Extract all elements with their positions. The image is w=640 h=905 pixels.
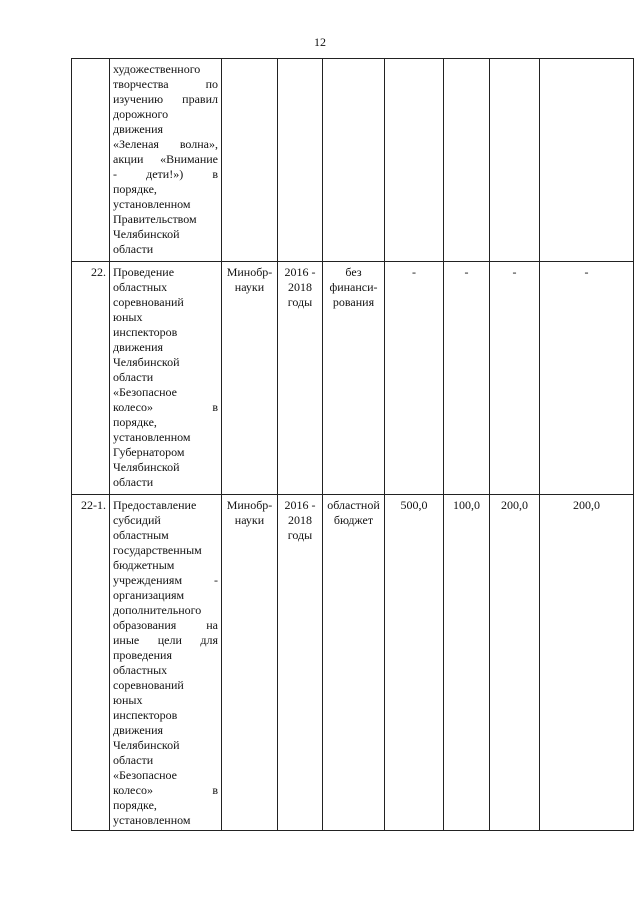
text-line: «Зеленая волна», (113, 137, 218, 151)
text-line: проведения (113, 648, 172, 662)
text-line: установленном (113, 197, 191, 211)
amount-2018 (540, 59, 634, 262)
amount-2017: - (490, 262, 540, 495)
funding-source (323, 495, 385, 831)
funding-source (323, 262, 385, 495)
text-line: «Безопасное (113, 385, 178, 399)
activity-name (110, 262, 222, 495)
text-line: Минобр- (226, 498, 273, 512)
text-line: Правительством (113, 212, 197, 226)
text-line: порядке, (113, 182, 157, 196)
text-line: соревнований (113, 678, 184, 692)
text-line: образования на (113, 618, 218, 632)
text-line: бюджет (333, 513, 374, 527)
text-line: Челябинской (113, 355, 180, 369)
text-line: порядке, (113, 415, 157, 429)
text-line: дополнительного (113, 603, 202, 617)
text-line: Минобр- (226, 265, 273, 279)
amount-2017 (490, 59, 540, 262)
table-row (72, 262, 634, 495)
text-line: Челябинской (113, 460, 180, 474)
executor (222, 495, 278, 831)
text-line: науки (234, 513, 265, 527)
text-line: учреждениям - (113, 573, 218, 587)
row-number: 22. (72, 262, 110, 495)
text-line: областных (113, 280, 168, 294)
amount-total: - (385, 262, 444, 495)
text-line: 2018 (288, 280, 312, 294)
text-line: художественного (113, 62, 201, 76)
amount-2018: 200,0 (540, 495, 634, 831)
text-line: годы (287, 528, 313, 542)
amount-2016: - (444, 262, 490, 495)
text-line: областных (113, 663, 168, 677)
text-line: инспекторов (113, 708, 178, 722)
amount-2018: - (540, 262, 634, 495)
text-line: юных (113, 693, 143, 707)
text-line: движения (113, 340, 164, 354)
term (278, 495, 323, 831)
text-line: колесо» в (113, 783, 218, 797)
text-line: Предоставление (113, 498, 197, 512)
text-line: годы (287, 295, 313, 309)
text-line: Челябинской (113, 738, 180, 752)
text-line: «Безопасное (113, 768, 178, 782)
text-line: организациям (113, 588, 185, 602)
amount-total: 500,0 (385, 495, 444, 831)
text-line: творчества по (113, 77, 218, 91)
text-line: субсидий (113, 513, 161, 527)
text-line: Губернатором (113, 445, 185, 459)
text-line: Проведение (113, 265, 175, 279)
text-line: науки (234, 280, 265, 294)
text-line: движения (113, 122, 164, 136)
amount-total (385, 59, 444, 262)
text-line: дорожного (113, 107, 169, 121)
text-line: области (113, 242, 154, 256)
text-line: 2016 - (284, 265, 316, 279)
text-line: иные цели для (113, 633, 218, 647)
text-line: юных (113, 310, 143, 324)
text-line: рования (332, 295, 375, 309)
text-line: области (113, 475, 154, 489)
text-line: движения (113, 723, 164, 737)
amount-2016: 100,0 (444, 495, 490, 831)
text-line: 2016 - (284, 498, 316, 512)
executor (222, 262, 278, 495)
text-line: 2018 (288, 513, 312, 527)
text-line: областным (113, 528, 169, 542)
text-line: финанси- (329, 280, 378, 294)
text-line: изучению правил (113, 92, 218, 106)
text-line: областной (327, 498, 380, 512)
text-line: инспекторов (113, 325, 178, 339)
table-row (72, 495, 634, 831)
amount-2016 (444, 59, 490, 262)
term (278, 262, 323, 495)
activity-name (110, 495, 222, 831)
row-number (72, 59, 110, 262)
text-line: - дети!») в (113, 167, 218, 181)
text-line: государственным (113, 543, 202, 557)
text-line: бюджетным (113, 558, 175, 572)
row-number: 22-1. (72, 495, 110, 831)
text-line: порядке, (113, 798, 157, 812)
activity-name (110, 59, 222, 262)
table-row (72, 59, 634, 262)
text-line: области (113, 753, 154, 767)
text-line: акции «Внимание (113, 152, 218, 166)
table-body (72, 59, 634, 831)
text-line: без (345, 265, 362, 279)
text-line: Челябинской (113, 227, 180, 241)
text-line: области (113, 370, 154, 384)
funding-source (323, 59, 385, 262)
activity-table (71, 58, 634, 831)
term (278, 59, 323, 262)
amount-2017: 200,0 (490, 495, 540, 831)
executor (222, 59, 278, 262)
text-line: колесо» в (113, 400, 218, 414)
text-line: установленном (113, 813, 191, 827)
text-line: установленном (113, 430, 191, 444)
page-number: 12 (314, 35, 326, 49)
text-line: соревнований (113, 295, 184, 309)
